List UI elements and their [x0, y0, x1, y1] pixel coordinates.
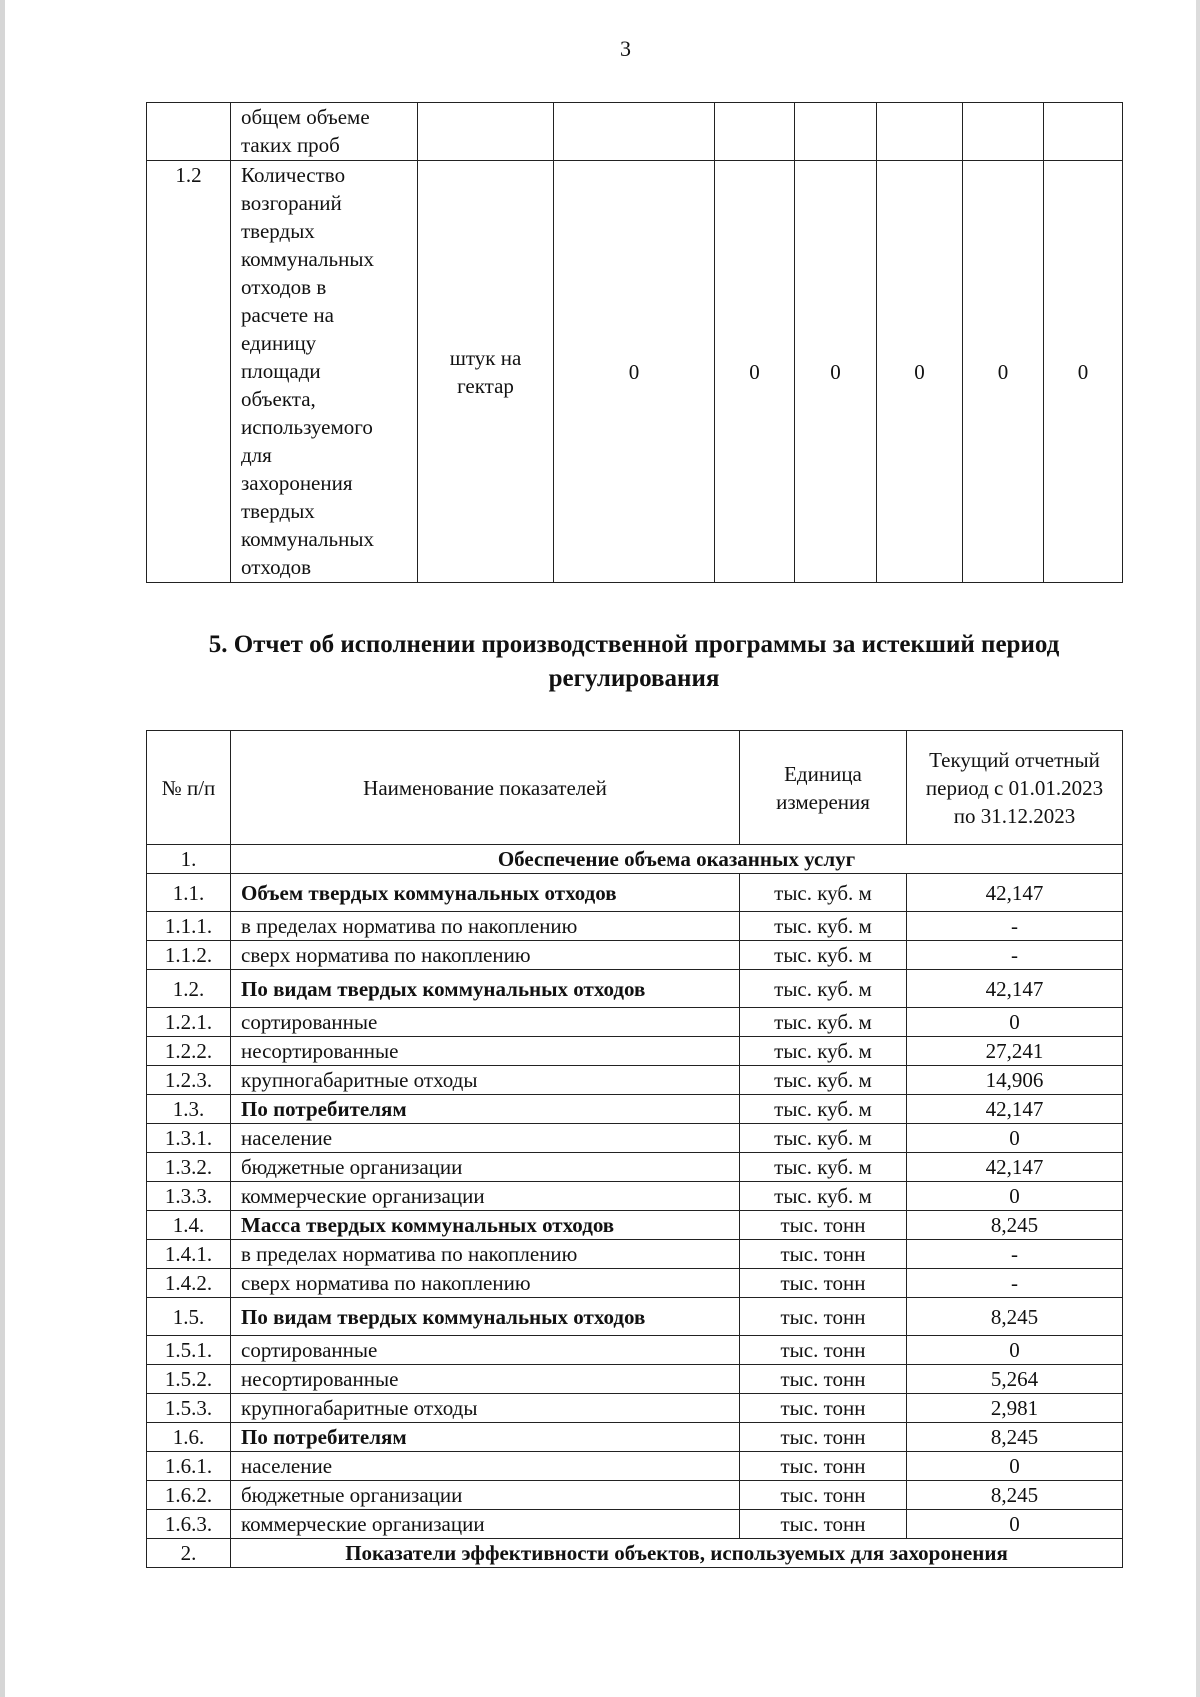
- report-row: [147, 1269, 1123, 1298]
- value-cell: 0: [907, 1336, 1123, 1365]
- unit-cell: тыс. тонн: [740, 1298, 907, 1336]
- row-number: 1.5.3.: [147, 1394, 231, 1423]
- header-unit: Единица измерения: [740, 731, 907, 845]
- indicator-name: По видам твердых коммунальных отходов: [231, 970, 740, 1008]
- scan-edge-left: [0, 0, 5, 1697]
- row-number: 2.: [147, 1539, 231, 1568]
- continuation-row: [147, 103, 1123, 161]
- unit-cell: тыс. куб. м: [740, 1008, 907, 1037]
- indicator-name: несортированные: [231, 1037, 740, 1066]
- report-row: [147, 1008, 1123, 1037]
- unit-cell: тыс. куб. м: [740, 1182, 907, 1211]
- unit-cell: тыс. тонн: [740, 1452, 907, 1481]
- report-row: [147, 1066, 1123, 1095]
- report-row: [147, 1095, 1123, 1124]
- report-row: [147, 1481, 1123, 1510]
- unit-cell: [418, 103, 554, 161]
- value-cell: 42,147: [907, 1153, 1123, 1182]
- value-cell: 8,245: [907, 1211, 1123, 1240]
- indicator-name-line: таких проб: [241, 133, 340, 157]
- indicator-name: коммерческие организации: [231, 1510, 740, 1539]
- unit-cell: тыс. тонн: [740, 1394, 907, 1423]
- report-row: [147, 1510, 1123, 1539]
- value-cell: 8,245: [907, 1298, 1123, 1336]
- indicator-name: сортированные: [231, 1008, 740, 1037]
- indicator-name: Объем твердых коммунальных отходов: [231, 874, 740, 912]
- unit-cell: тыс. тонн: [740, 1336, 907, 1365]
- row-number: 1.5.2.: [147, 1365, 231, 1394]
- value-cell: 0: [554, 161, 715, 583]
- value-cell: [795, 103, 877, 161]
- value-cell: 42,147: [907, 970, 1123, 1008]
- report-row: [147, 1240, 1123, 1269]
- unit-cell: тыс. куб. м: [740, 1066, 907, 1095]
- value-cell: 0: [907, 1182, 1123, 1211]
- value-cell: [554, 103, 715, 161]
- section-heading: Обеспечение объема оказанных услуг: [231, 845, 1123, 874]
- row-number: 1.2: [147, 161, 231, 583]
- indicator-name: крупногабаритные отходы: [231, 1394, 740, 1423]
- row-number: 1.3.3.: [147, 1182, 231, 1211]
- unit-cell: тыс. куб. м: [740, 970, 907, 1008]
- unit-cell: тыс. тонн: [740, 1481, 907, 1510]
- value-cell: [1044, 103, 1123, 161]
- section-row: [147, 845, 1123, 874]
- row-number: 1.1.2.: [147, 941, 231, 970]
- indicator-name: коммерческие организации: [231, 1182, 740, 1211]
- value-cell: 27,241: [907, 1037, 1123, 1066]
- row-number: 1.3.1.: [147, 1124, 231, 1153]
- row-number: 1.2.1.: [147, 1008, 231, 1037]
- indicator-name: население: [231, 1452, 740, 1481]
- indicator-name: [231, 103, 418, 161]
- row-number: 1.1.1.: [147, 912, 231, 941]
- value-cell: [963, 103, 1044, 161]
- row-number: [147, 103, 231, 161]
- report-row: [147, 1452, 1123, 1481]
- row-number: 1.5.: [147, 1298, 231, 1336]
- indicator-name-line: расчете на: [241, 303, 334, 327]
- row-number: 1.4.2.: [147, 1269, 231, 1298]
- unit-cell: тыс. тонн: [740, 1211, 907, 1240]
- indicator-name-line: площади: [241, 359, 321, 383]
- report-row: [147, 1336, 1123, 1365]
- row-number: 1.3.2.: [147, 1153, 231, 1182]
- indicator-name-line: используемого: [241, 415, 373, 439]
- value-cell: 0: [795, 161, 877, 583]
- indicator-name-line: захоронения: [241, 471, 353, 495]
- report-row: [147, 1365, 1123, 1394]
- indicator-name-line: отходов: [241, 555, 312, 579]
- row-number: 1.6.2.: [147, 1481, 231, 1510]
- indicator-name: По потребителям: [231, 1095, 740, 1124]
- unit-cell: тыс. тонн: [740, 1240, 907, 1269]
- row-number: 1.: [147, 845, 231, 874]
- row-number: 1.6.3.: [147, 1510, 231, 1539]
- value-cell: -: [907, 1269, 1123, 1298]
- value-cell: [715, 103, 795, 161]
- scan-edge-right: [1196, 0, 1200, 1697]
- report-row: [147, 941, 1123, 970]
- report-row: [147, 874, 1123, 912]
- unit-cell: тыс. куб. м: [740, 912, 907, 941]
- value-cell: 0: [907, 1124, 1123, 1153]
- value-cell: 14,906: [907, 1066, 1123, 1095]
- report-row: [147, 1423, 1123, 1452]
- value-cell: 0: [907, 1452, 1123, 1481]
- unit-cell: тыс. куб. м: [740, 941, 907, 970]
- report-row: [147, 1124, 1123, 1153]
- row-number: 1.4.1.: [147, 1240, 231, 1269]
- value-cell: 8,245: [907, 1481, 1123, 1510]
- unit-cell: тыс. куб. м: [740, 1095, 907, 1124]
- row-number: 1.2.2.: [147, 1037, 231, 1066]
- unit-cell: тыс. куб. м: [740, 1037, 907, 1066]
- value-cell: 0: [877, 161, 963, 583]
- indicator-name-line: общем объеме: [241, 105, 370, 129]
- value-cell: 2,981: [907, 1394, 1123, 1423]
- indicator-name-line: Количество: [241, 163, 346, 187]
- header-num: № п/п: [147, 731, 231, 845]
- indicator-name-line: объекта,: [241, 387, 316, 411]
- value-cell: -: [907, 912, 1123, 941]
- header-period: Текущий отчетный период с 01.01.2023 по 31.12.2023: [907, 731, 1123, 845]
- section-title: 5. Отчет об исполнении производственной программы за истекший период регулирования: [208, 631, 1060, 692]
- indicator-name: в пределах норматива по накоплению: [231, 1240, 740, 1269]
- row-number: 1.5.1.: [147, 1336, 231, 1365]
- indicator-name: Масса твердых коммунальных отходов: [231, 1211, 740, 1240]
- section-row: [147, 1539, 1123, 1568]
- indicator-name-line: коммунальных: [241, 247, 374, 271]
- report-row: [147, 1182, 1123, 1211]
- indicator-name-line: коммунальных: [241, 527, 374, 551]
- value-cell: 0: [963, 161, 1044, 583]
- value-cell: -: [907, 1240, 1123, 1269]
- value-cell: 0: [1044, 161, 1123, 583]
- value-cell: [877, 103, 963, 161]
- indicator-name-line: твердых: [241, 499, 315, 523]
- value-cell: -: [907, 941, 1123, 970]
- indicator-name-line: единицу: [241, 331, 317, 355]
- unit-cell: тыс. тонн: [740, 1365, 907, 1394]
- row-number: 1.6.: [147, 1423, 231, 1452]
- report-row: [147, 1211, 1123, 1240]
- report-row: [147, 1037, 1123, 1066]
- row-number: 1.4.: [147, 1211, 231, 1240]
- unit-cell: тыс. тонн: [740, 1423, 907, 1452]
- indicator-name: сверх норматива по накоплению: [231, 1269, 740, 1298]
- indicator-name: бюджетные организации: [231, 1153, 740, 1182]
- indicator-name-line: возгораний: [241, 191, 342, 215]
- value-cell: 42,147: [907, 1095, 1123, 1124]
- indicator-name: в пределах норматива по накоплению: [231, 912, 740, 941]
- row-number: 1.2.: [147, 970, 231, 1008]
- value-cell: 42,147: [907, 874, 1123, 912]
- indicator-name: По потребителям: [231, 1423, 740, 1452]
- indicator-name-line: для: [241, 443, 272, 467]
- indicator-name-line: отходов в: [241, 275, 327, 299]
- indicator-name: крупногабаритные отходы: [231, 1066, 740, 1095]
- row-number: 1.2.3.: [147, 1066, 231, 1095]
- row-number: 1.1.: [147, 874, 231, 912]
- header-name: Наименование показателей: [231, 731, 740, 845]
- unit-cell: тыс. тонн: [740, 1269, 907, 1298]
- row-number: 1.6.1.: [147, 1452, 231, 1481]
- value-cell: 0: [907, 1008, 1123, 1037]
- indicator-name: [231, 161, 418, 583]
- indicator-name: население: [231, 1124, 740, 1153]
- unit-cell: тыс. тонн: [740, 1510, 907, 1539]
- indicator-name: несортированные: [231, 1365, 740, 1394]
- report-row: [147, 912, 1123, 941]
- indicator-name: сортированные: [231, 1336, 740, 1365]
- report-row: [147, 1298, 1123, 1336]
- row-number: 1.3.: [147, 1095, 231, 1124]
- indicator-name-line: твердых: [241, 219, 315, 243]
- continuation-row: [147, 161, 1123, 583]
- value-cell: 8,245: [907, 1423, 1123, 1452]
- unit-cell: штук на гектар: [418, 161, 554, 583]
- value-cell: 0: [715, 161, 795, 583]
- report-table: [146, 730, 1123, 1568]
- report-row: [147, 970, 1123, 1008]
- report-row: [147, 1394, 1123, 1423]
- unit-cell: тыс. куб. м: [740, 1124, 907, 1153]
- report-row: [147, 1153, 1123, 1182]
- report-header-row: [147, 731, 1123, 845]
- value-cell: 0: [907, 1510, 1123, 1539]
- unit-cell: тыс. куб. м: [740, 1153, 907, 1182]
- unit-cell: тыс. куб. м: [740, 874, 907, 912]
- continuation-table: [146, 102, 1123, 583]
- page-number: 3: [620, 36, 631, 61]
- value-cell: 5,264: [907, 1365, 1123, 1394]
- indicator-name: По видам твердых коммунальных отходов: [231, 1298, 740, 1336]
- section-heading: Показатели эффективности объектов, используемых для захоронения: [231, 1539, 1123, 1568]
- indicator-name: сверх норматива по накоплению: [231, 941, 740, 970]
- indicator-name: бюджетные организации: [231, 1481, 740, 1510]
